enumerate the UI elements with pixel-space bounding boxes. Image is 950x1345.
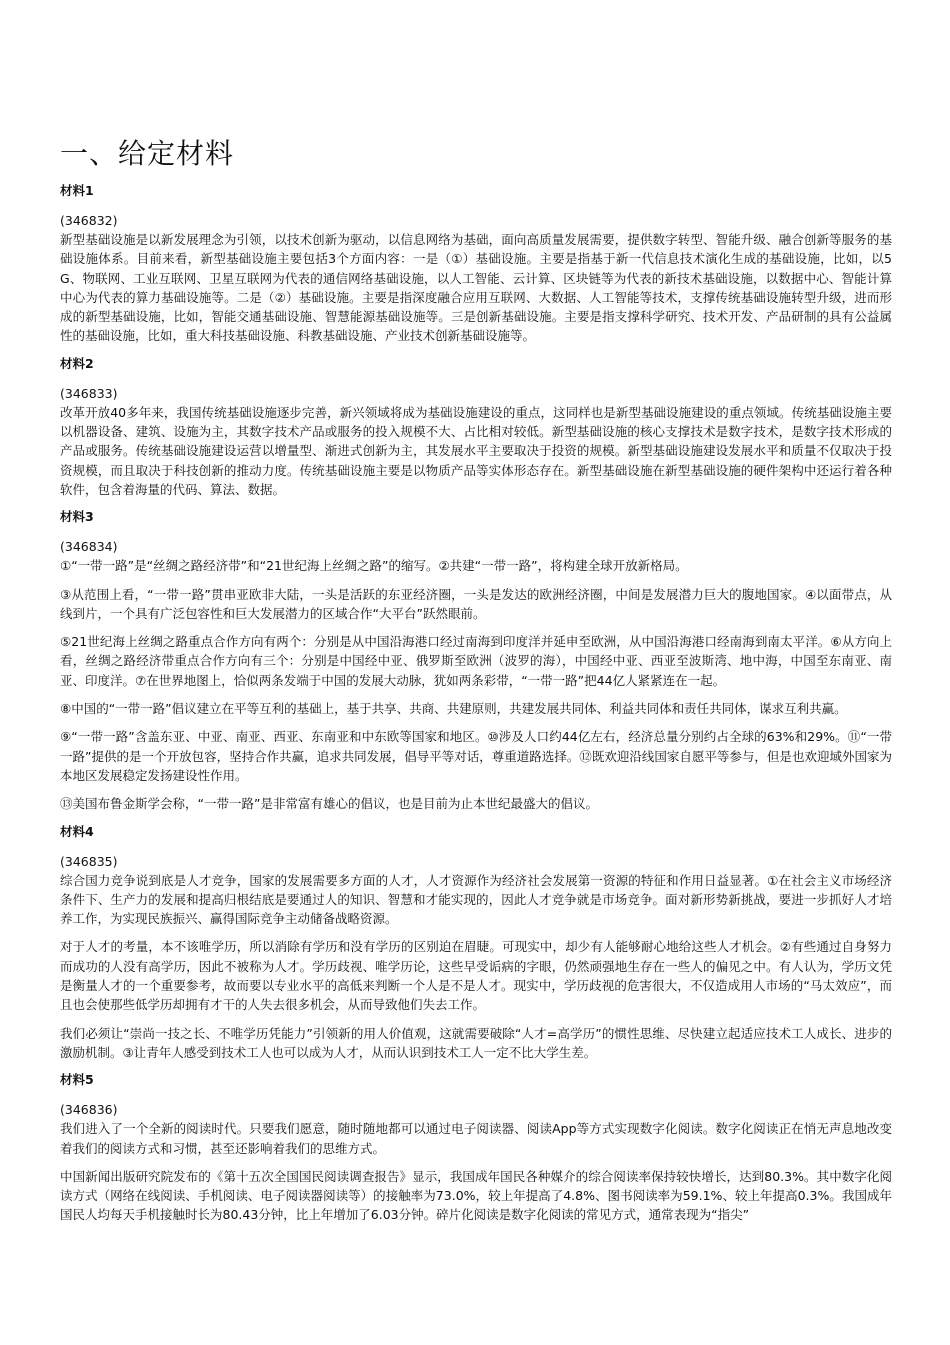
material-section [60, 508, 892, 813]
material-heading: 材料3 [60, 509, 94, 525]
material-paragraph: 中国新闻出版研究院发布的《第十五次全国国民阅读调查报告》显示，我国成年国民各种媒介的综合阅读率保持较快增长，达到80.3%。其中数字化阅读方式（网络在线阅读、手机阅读、电子阅读器阅读等）的接触率为73.0%，较上年提高了4.8%、图书阅读率为59.1%、较上年提高0.3%。我国成年国民人均每天手机接触时长为80.43分钟，比上年增加了6.03分钟。碎片化阅读是数字化阅读的常见方式，通常表现为“指尖” [60, 1168, 892, 1223]
material-paragraph: ⑧中国的“一带一路”倡议建立在平等互利的基础上，基于共享、共商、共建原则，共建发展共同体、利益共同体和责任共同体，谋求互利共赢。 [60, 701, 847, 717]
materials-list [60, 182, 892, 1225]
material-paragraph: 我们进入了一个全新的阅读时代。只要我们愿意，随时随地都可以通过电子阅读器、阅读App等方式实现数字化阅读。数字化阅读正在悄无声息地改变着我们的阅读方式和习惯，甚至还影响着我们的思维方式。 [60, 1121, 892, 1156]
material-code: (346836) [60, 1102, 118, 1118]
material-section [60, 182, 892, 346]
material-section [60, 823, 892, 1063]
material-code: (346832) [60, 213, 118, 228]
material-heading: 材料1 [60, 183, 94, 198]
material-heading: 材料2 [60, 355, 94, 371]
material-paragraph: 新型基础设施是以新发展理念为引领，以技术创新为驱动，以信息网络为基础，面向高质量发展需要，提供数字转型、智能升级、融合创新等服务的基础设施体系。目前来看，新型基础设施主要包括3个方面内容：一是（①）基础设施。主要是指基于新一代信息技术演化生成的基础设施，比如，以5G、物联网、工业互联网、卫星互联网为代表的通信网络基础设施，以人工智能、云计算、区块链等为代表的新技术基础设施，以数据中心、智能计算中心为代表的算力基础设施等。二是（②）基础设施。主要是指深度融合应用互联网、大数据、人工智能等技术，支撑传统基础设施转型升级，进而形成的新型基础设施，比如，智能交通基础设施、智慧能源基础设施等。三是创新基础设施。主要是指支撑科学研究、技术开发、产品研制的具有公益属性的基础设施，比如，重大科技基础设施、科教基础设施、产业技术创新基础设施等。 [60, 232, 892, 344]
material-heading: 材料4 [60, 823, 94, 839]
material-paragraph: ①“一带一路”是“丝绸之路经济带”和“21世纪海上丝绸之路”的缩写。②共建“一带一路”，将构建全球开放新格局。 [60, 558, 688, 574]
material-paragraph: ⑬美国布鲁金斯学会称，“一带一路”是非常富有雄心的倡议，也是目前为止本世纪最盛大的倡议。 [60, 796, 598, 812]
material-paragraph: 综合国力竞争说到底是人才竞争，国家的发展需要多方面的人才，人才资源作为经济社会发展第一资源的特征和作用日益显著。①在社会主义市场经济条件下、生产力的发展和提高归根结底是要通过人的知识、智慧和才能实现的，因此人才竞争就是市场竞争。面对新形势新挑战，要进一步抓好人才培养工作，为实现民族振兴、赢得国际竞争主动储备战略资源。 [60, 872, 892, 927]
section-title: 一、给定材料 [60, 137, 235, 170]
material-paragraph: 改革开放40多年来，我国传统基础设施逐步完善，新兴领域将成为基础设施建设的重点，这同样也是新型基础设施建设的重点领域。传统基础设施主要以机器设备、建筑、设施为主，其数字技术产品或服务的投入规模不大、占比相对较低。新型基础设施的核心支撑技术是数字技术，是数字技术形成的产品或服务。传统基础设施建设运营以增量型、渐进式创新为主，其发展水平主要取决于投资的规模。新型基础设施建设发展水平和质量不仅取决于投资规模，而且取决于科技创新的推动力度。传统基础设施主要是以物质产品等实体形态存在。新型基础设施在新型基础设施的硬件架构中还运行着各种软件，包含着海量的代码、算法、数据。 [60, 404, 892, 497]
material-code: (346833) [60, 385, 118, 401]
material-code: (346834) [60, 539, 118, 555]
material-heading: 材料5 [60, 1072, 94, 1088]
material-section [60, 355, 892, 499]
material-paragraph: ⑤21世纪海上丝绸之路重点合作方向有两个：分别是从中国沿海港口经过南海到印度洋并延申至欧洲，从中国沿海港口经南海到南太平洋。⑥从方向上看，丝绸之路经济带重点合作方向有三个：分别是中国经中亚、俄罗斯至欧洲（波罗的海），中国经中亚、西亚至波斯湾、地中海，中国至东南亚、南亚、印度洋。⑦在世界地图上，恰似两条发端于中国的发展大动脉，犹如两条彩带，“一带一路”把44亿人紧紧连在一起。 [60, 634, 892, 688]
material-paragraph: 我们必须让“崇尚一技之长、不唯学历凭能力”引领新的用人价值观，这就需要破除“人才=高学历”的惯性思维、尽快建立起适应技术工人成长、进步的激励机制。③让青年人感受到技术工人也可以成为人才，从而认识到技术工人一定不比大学生差。 [60, 1025, 892, 1060]
material-paragraph: 对于人才的考量，本不该唯学历，所以消除有学历和没有学历的区别迫在眉睫。可现实中，却少有人能够耐心地给这些人才机会。②有些通过自身努力而成功的人没有高学历，因此不被称为人才。学历歧视、唯学历论，这些早受诟病的字眼，仍然顽强地生存在一些人的偏见之中。有人认为，学历文凭是衡量人才的一个重要参考，故而要以专业水平的高低来判断一个人是不是人才。现实中，学历歧视的危害很大，不仅造成用人市场的“马太效应”，而且也会使那些低学历却拥有才干的人失去很多机会，从而导致他们失去工作。 [60, 939, 892, 1013]
material-section [60, 1071, 892, 1224]
material-code: (346835) [60, 853, 118, 869]
material-paragraph: ⑨“一带一路”含盖东亚、中亚、南亚、西亚、东南亚和中东欧等国家和地区。⑩涉及人口约44亿左右，经济总量分别约占全球的63%和29%。⑪“一带一路”提供的是一个开放包容，坚持合作共赢，追求共同发展，倡导平等对话，尊重道路选择。⑫既欢迎沿线国家自愿平等参与，但是也欢迎域外国家为本地区发展稳定发扬建设性作用。 [60, 729, 892, 783]
material-paragraph: ③从范围上看，“一带一路”贯串亚欧非大陆，一头是活跃的东亚经济圈，一头是发达的欧洲经济圈，中间是发展潜力巨大的腹地国家。④以面带点，从线到片，一个具有广泛包容性和巨大发展潜力的区域合作“大平台”跃然眼前。 [60, 586, 892, 621]
